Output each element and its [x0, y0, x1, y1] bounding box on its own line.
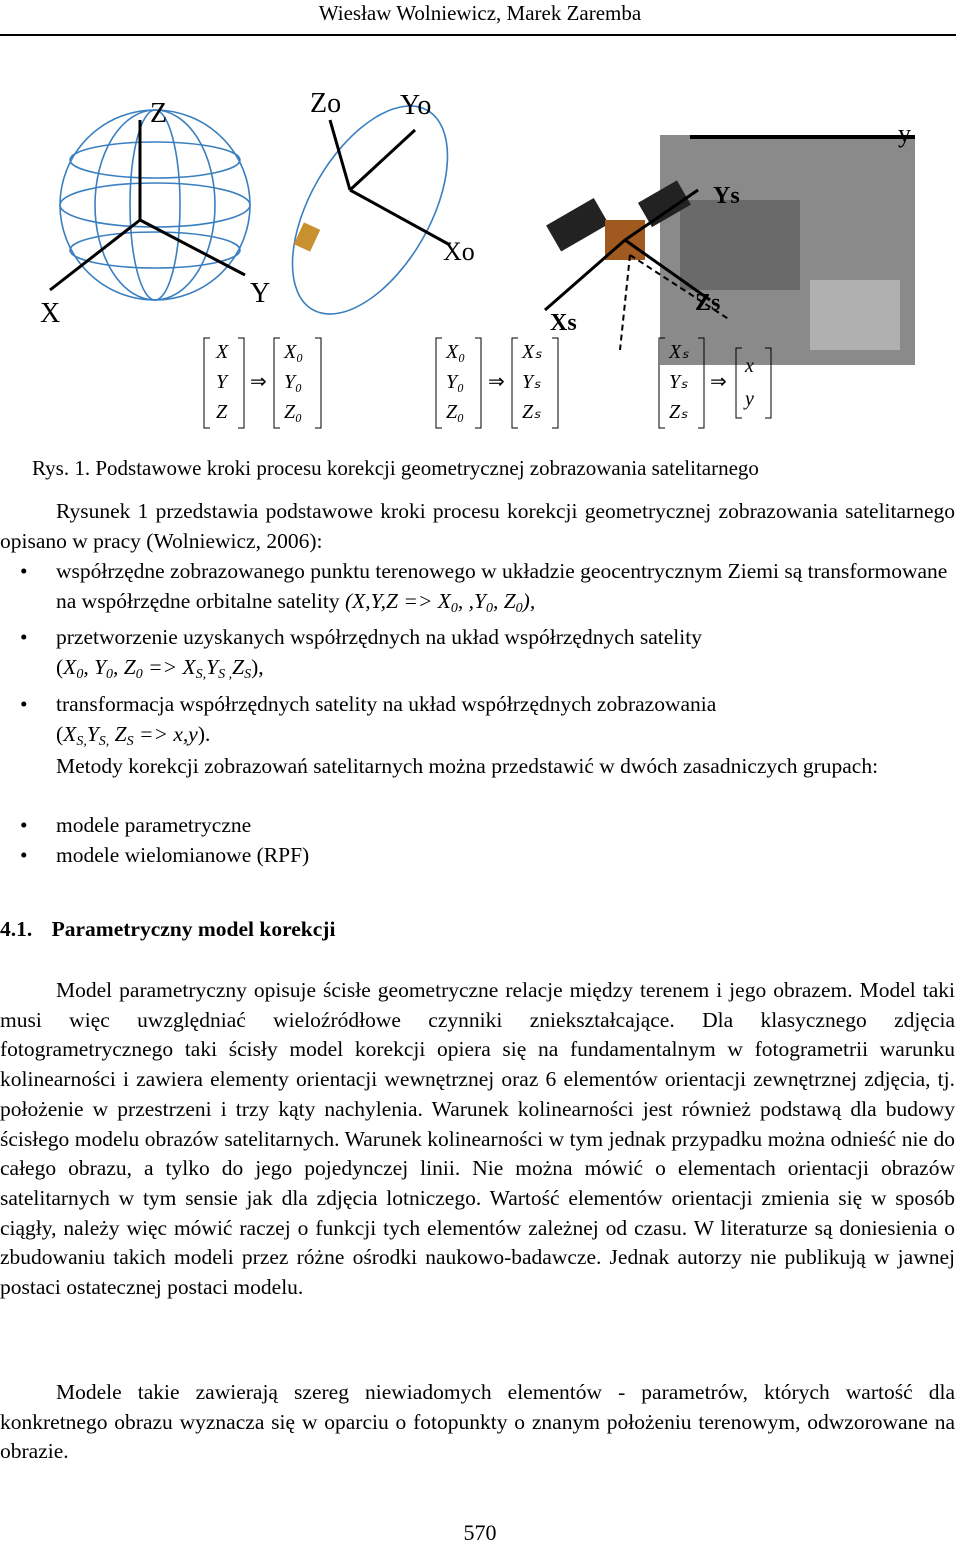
header-rule [0, 34, 956, 36]
figure-geometric-correction [30, 80, 930, 435]
figure-caption: Rys. 1. Podstawowe kroki procesu korekcji geometrycznej zobrazowania satelitarnego [32, 456, 759, 480]
axis-zo-label: Zo [310, 88, 342, 119]
matrix-step-2 [436, 338, 558, 428]
svg-text:Yₛ: Yₛ [522, 371, 541, 393]
step-formula-2: ($X_0$, $Y_0$, $Z_0 => X_{S,}Y_{S ,}Z_S$), [56, 655, 264, 683]
svg-text:Xₛ: Xₛ [522, 341, 542, 363]
axis-yo-label: Yo [400, 90, 432, 121]
section-number: 4.1. [0, 917, 33, 941]
section-heading [0, 917, 335, 942]
step-item-1: • współrzędne zobrazowanego punktu terenowego w układzie geocentrycznym Ziemi są transformowane na współrzędne orbitalne satelity ($X,Y,Z => X_0$, $,Y_0$, $Z_0$), [20, 559, 948, 616]
svg-text:Y: Y [216, 371, 228, 393]
svg-text:Yₛ: Yₛ [669, 371, 688, 393]
page-number: 570 [463, 1520, 497, 1545]
method-item-1: • modele parametryczne [20, 813, 252, 837]
running-header: Wiesław Wolniewicz, Marek Zaremba [318, 1, 642, 25]
axis-xs-label: Xs [550, 310, 577, 336]
svg-text:⇒: ⇒ [710, 371, 727, 393]
svg-text:Zₛ: Zₛ [669, 401, 688, 423]
axis-z-label: Z [150, 98, 168, 129]
methods-intro: Metody korekcji zobrazowań satelitarnych można przedstawić w dwóch zasadniczych grupach: [56, 754, 879, 778]
svg-text:X₀: X₀ [446, 341, 466, 363]
paragraph-unknown-parameters: Modele takie zawierają szereg niewiadomych elementów - parametrów, których wartość dla konkretnego obrazu wyznacza się w oparciu o fotopunkty o znanym położeniu terenowym, odwzorowane na obrazie. [0, 1380, 955, 1464]
methods-list [0, 811, 955, 870]
svg-text:⇒: ⇒ [250, 371, 267, 393]
step-formula-3: ($X_{S,}Y_{S,}$ $Z_S => x,y$). [56, 721, 211, 749]
svg-text:Y₀: Y₀ [446, 371, 465, 393]
axis-y-label: Y [250, 278, 271, 309]
orbit-ellipse [261, 80, 480, 339]
svg-text:Z₀: Z₀ [446, 401, 465, 423]
steps-list [0, 557, 955, 756]
step-formula-1: ($X,Y,Z => X_0$, $,Y_0$, $Z_0$), [344, 588, 536, 616]
svg-text:X₀: X₀ [284, 341, 304, 363]
section-title: Parametryczny model korekcji [51, 917, 336, 941]
step-item-3: • transformacja współrzędnych satelity na układ współrzędnych zobrazowania ($X_{S,}Y_{S,}$ $Z_S => x,y$). [20, 691, 717, 749]
axis-zs-label: Zs [695, 290, 721, 316]
paragraph-parametric-model: Model parametryczny opisuje ścisłe geometryczne relacje między terenem i jego obrazem. Model taki musi więc uwzględniać wieloźródłowe czynniki zniekształcające. Dla klasycznego zdjęcia fotogrametrycznego taki ścisły model korekcji opiera się na fundamentalnym w fotogrametrii warunku kolinearności i zawiera elementy orientacji wewnętrznej oraz 6 elementów orientacji zewnętrznej zdjęcia, tj. położenie w przestrzeni i trzy kąty nachylenia. Warunek kolinearności jest również podstawą dla budowy ścisłego modelu obrazów satelitarnych. Warunek kolinearności w tym jednak przypadku można odnieść nie do całego obrazu, a tylko do jego pojedynczej linii. Nie można mówić o elementach orientacji obrazów satelitarnych w tym sensie jak dla zdjęcia lotniczego. Wartość elementów orientacji zmienia się w sposób ciągły, należy więc mówić raczej o funkcji tych elementów zależnej od czasu. W literaturze są doniesienia o zbudowaniu takich modeli przez różne ośrodki naukowo-badawcze. Jednak autorzy nie publikują w jawnej postaci ostatecznej postaci modelu. [0, 978, 955, 1300]
svg-text:y: y [745, 388, 754, 410]
svg-text:Xₛ: Xₛ [669, 341, 689, 363]
globe-diagram [60, 110, 250, 300]
svg-text:X: X [216, 341, 229, 363]
intro-paragraph: Rysunek 1 przedstawia podstawowe kroki procesu korekcji geometrycznej zobrazowania satelitarnego opisano w pracy (Wolniewicz, 2006): [0, 499, 955, 553]
method-item-2: • modele wielomianowe (RPF) [20, 842, 310, 867]
matrix-step-1 [204, 338, 321, 428]
axis-xo-label: Xo [443, 237, 475, 266]
svg-text:⇒: ⇒ [488, 371, 505, 393]
axis-x-label: X [40, 298, 61, 329]
svg-text:x: x [745, 355, 754, 377]
axis-ys-label: Ys [713, 183, 740, 209]
svg-text:Z₀: Z₀ [284, 401, 303, 423]
svg-text:Y₀: Y₀ [284, 371, 303, 393]
transformation-matrices [204, 338, 771, 428]
svg-text:Z: Z [216, 401, 228, 423]
image-y-label: y [898, 119, 911, 148]
svg-text:Zₛ: Zₛ [522, 401, 541, 423]
step-item-2: • przetworzenie uzyskanych współrzędnych na układ współrzędnych satelity ($X_0$, $Y_0$, $Z_0 => X_{S,}Y_{S ,}Z_S$), [20, 625, 702, 683]
